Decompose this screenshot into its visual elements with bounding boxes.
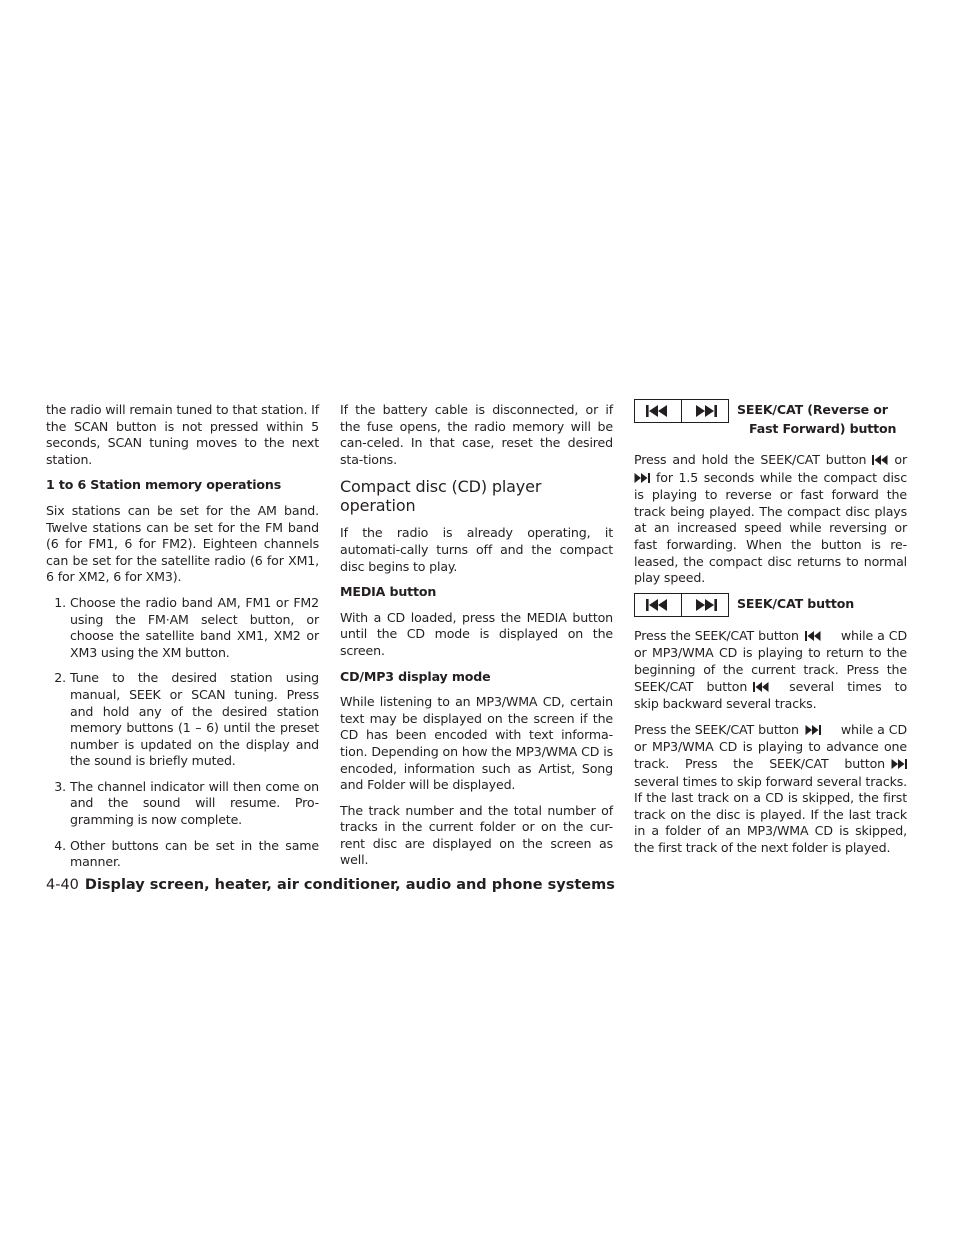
seek-forward-icon — [634, 471, 650, 488]
paragraph: With a CD loaded, press the MEDIA button until the CD mode is displayed on the screen. — [340, 609, 613, 658]
list-text: Tune to the desired station using manual, SEEK or SCAN tuning. Press and hold any of the desired station memory buttons (1 – 6) until the preset number is updated on the display and the sound is briefly muted. — [70, 670, 319, 769]
page-number: 4-40 — [46, 877, 79, 893]
list-number: 3. — [54, 778, 66, 794]
list-number: 1. — [54, 594, 66, 610]
paragraph: the radio will remain tuned to that station. If the SCAN button is not pressed within 5 seconds, SCAN tuning moves to the next station. — [46, 402, 320, 467]
seek-reverse-icon — [635, 400, 681, 422]
label-line: SEEK/CAT (Reverse or — [737, 402, 888, 417]
text: Press and hold the SEEK/CAT button — [634, 452, 867, 467]
seek-cat-figure — [634, 593, 907, 623]
numbered-list — [46, 595, 319, 871]
seek-forward-icon — [805, 723, 821, 740]
seek-forward-icon — [681, 400, 728, 422]
list-number: 4. — [54, 837, 66, 853]
seek-button-pair-illustration — [634, 399, 729, 423]
paragraph: While listening to an MP3/WMA CD, certain text may be displayed on the screen if the CD has been encoded with text informa-tion. Depending on how the MP3/WMA CD is encoded, information such as Artist, Song and Folder will be displayed. — [340, 694, 613, 793]
seek-reverse-icon — [753, 680, 769, 697]
middle-column — [340, 402, 613, 878]
list-number: 2. — [54, 670, 66, 686]
seek-forward-icon — [681, 594, 728, 616]
media-button-heading: MEDIA button — [340, 584, 437, 600]
list-item — [46, 838, 319, 871]
seek-cat-reverse-ff-figure — [634, 399, 907, 447]
cd-mp3-display-heading: CD/MP3 display mode — [340, 668, 491, 684]
text: for 1.5 seconds while the compact disc is playing to reverse or fast forward the track being played. The compact disc plays at an increased speed while reversing or fast forwarding. When the button is re-leased, the compact disc returns to normal play speed. — [634, 469, 907, 586]
label-line: Fast Forward) button — [749, 421, 897, 436]
paragraph: Six stations can be set for the AM band. Twelve stations can be set for the FM band (6 for FM1, 6 for FM2). Eighteen channels can be set for the satellite radio (6 for XM1, 6 for XM2, 6 for XM3). — [46, 502, 319, 585]
section-title: Compact disc (CD) player operation — [340, 477, 542, 516]
list-text: Choose the radio band AM, FM1 or FM2 using the FM·AM select button, or choose the satellite band XM1, XM2 or XM3 using the XM button. — [70, 594, 319, 660]
list-item — [46, 779, 319, 829]
list-text: The channel indicator will then come on and the sound will resume. Pro-gramming is now complete. — [70, 778, 319, 828]
seek-button-pair-illustration — [634, 593, 729, 617]
text: several times to skip forward several tracks. If the last track on a CD is skipped, the first track on the disc is played. If the last track in a folder of an MP3/WMA CD is skipped, the first track of the next folder is played. — [634, 773, 907, 855]
text: or — [894, 452, 907, 467]
list-item — [46, 595, 319, 661]
seek-cat-label: SEEK/CAT button — [737, 595, 855, 611]
text: while a CD or MP3/WMA CD is playing to advance one track. Press the SEEK/CAT button — [634, 721, 907, 771]
section-heading: 1 to 6 Station memory operations — [46, 477, 282, 493]
paragraph: If the battery cable is disconnected, or if the fuse opens, the radio memory will be can-celed. In that case, reset the desired sta-tions. — [340, 402, 613, 467]
chapter-title: Display screen, heater, air conditioner, audio and phone systems — [84, 877, 615, 893]
page-footer — [46, 876, 615, 894]
seek-forward-icon — [891, 757, 907, 774]
left-column — [46, 402, 319, 880]
paragraph: If the radio is already operating, it automati-cally turns off and the compact disc begins to play. — [340, 525, 613, 574]
right-column — [634, 402, 907, 865]
text: while a CD or MP3/WMA CD is playing to return to the beginning of the current track. Press the SEEK/CAT button — [634, 627, 907, 694]
text: Press the SEEK/CAT button — [634, 627, 799, 643]
text: Press the SEEK/CAT button — [634, 721, 799, 737]
seek-reverse-icon — [872, 453, 888, 470]
seek-reverse-icon — [805, 629, 821, 646]
list-text: Other buttons can be set in the same manner. — [70, 837, 319, 870]
paragraph — [634, 452, 907, 587]
paragraph: The track number and the total number of tracks in the current folder or on the cur-rent disc are displayed on the screen as well. — [340, 802, 613, 868]
seek-cat-reverse-ff-label — [737, 400, 896, 438]
seek-reverse-icon — [635, 594, 681, 616]
paragraph — [634, 722, 907, 857]
text: several times to skip backward several tracks. — [634, 678, 908, 712]
paragraph — [634, 628, 907, 713]
list-item — [46, 670, 319, 770]
